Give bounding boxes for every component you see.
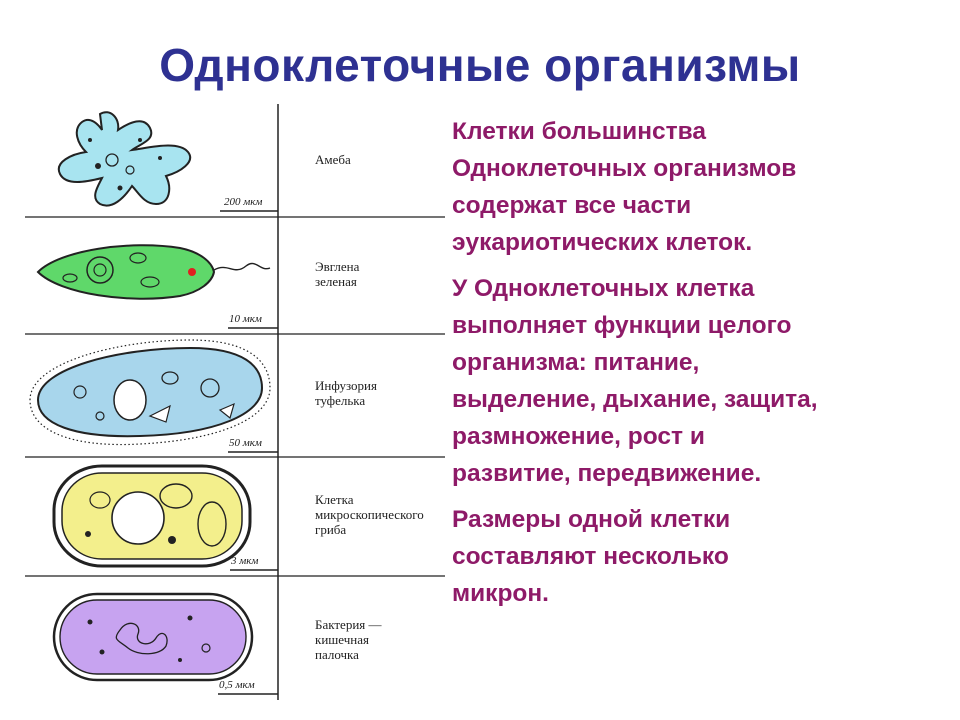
scale-label-amoeba: 200 мкм: [224, 196, 263, 208]
organism-label-paramecium: Инфузория туфелька: [315, 378, 377, 408]
euglena-drawing: [38, 245, 270, 298]
euglena-eyespot: [188, 268, 196, 276]
amoeba-body: [59, 112, 190, 205]
paragraph-eukaryotic-parts: Клетки большинства Одноклеточных организмов содержат все части эукариотических клеток.: [452, 118, 797, 256]
scale-label-bacterium: 0,5 мкм: [219, 679, 255, 691]
description-text: [452, 113, 952, 621]
fungal-cell-vacuole: [112, 492, 164, 544]
organism-label-bacterium: Бактерия — кишечная палочка: [315, 617, 382, 662]
paramecium-drawing: [30, 340, 270, 445]
bacterium-drawing: [54, 594, 252, 680]
euglena-body: [38, 245, 214, 298]
fungal-cell-drawing: [54, 466, 250, 566]
amoeba-drawing: [59, 112, 190, 205]
paragraph-cell-functions: У Одноклеточных клетка выполняет функции целого организма: питание, выделение, дыхание, защита, размножение, рост и развитие, передвижение.: [452, 275, 818, 487]
scale-label-euglena: 10 мкм: [229, 313, 262, 325]
organism-label-amoeba: Амеба: [315, 152, 351, 167]
scale-label-fungal-cell: 3 мкм: [231, 555, 259, 567]
bacterium-body: [60, 600, 246, 674]
slide-title: Одноклеточные организмы: [159, 39, 801, 91]
organisms-table: [20, 100, 445, 700]
paramecium-body: [38, 348, 262, 436]
paragraph-cell-size: Размеры одной клетки составляют несколько микрон.: [452, 506, 731, 607]
organism-label-fungal-cell: Клетка микроскопического гриба: [315, 492, 424, 537]
euglena-flagellum: [214, 263, 270, 270]
scale-label-paramecium: 50 мкм: [229, 437, 262, 449]
organism-label-euglena: Эвглена зеленая: [315, 259, 360, 289]
